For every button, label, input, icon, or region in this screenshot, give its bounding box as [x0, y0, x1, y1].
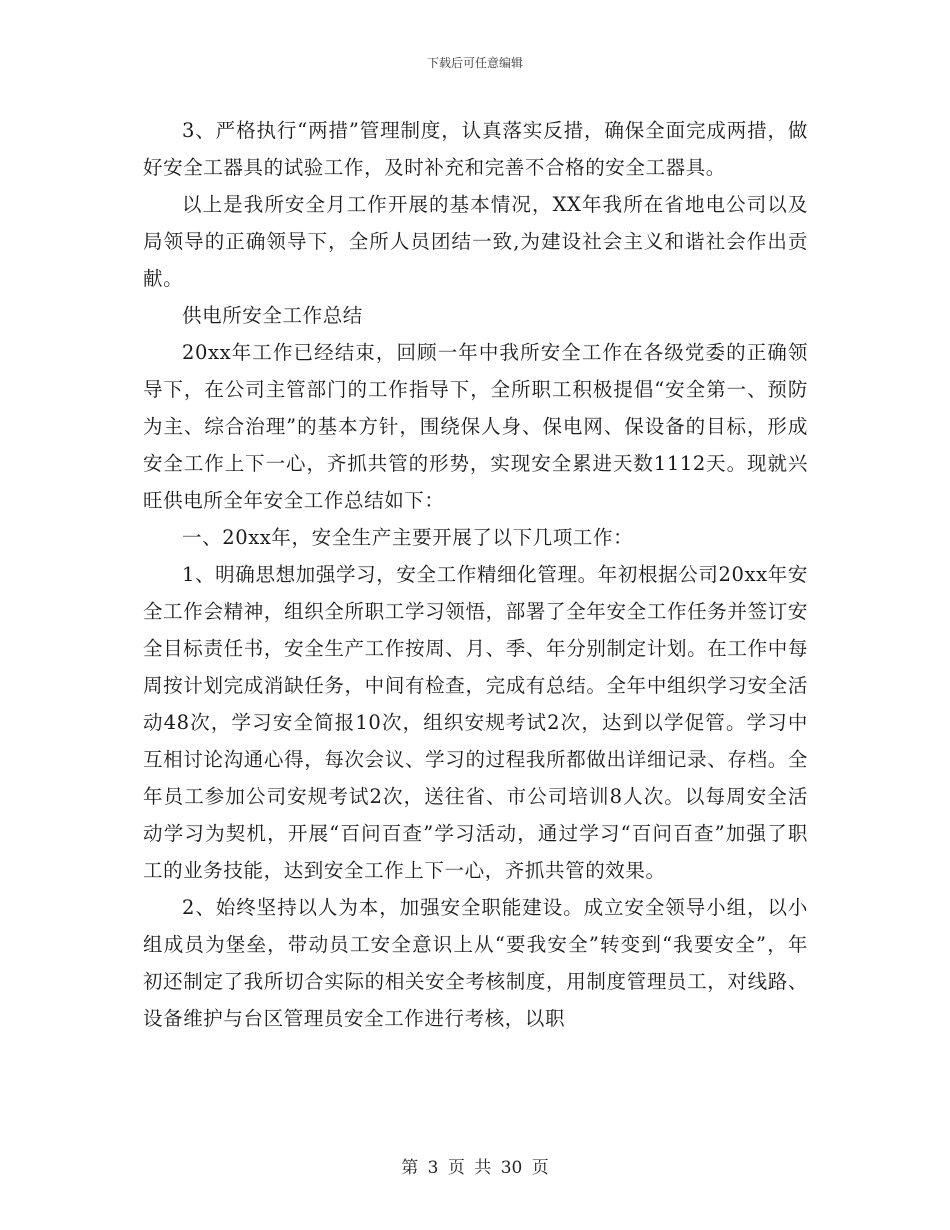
- paragraph-item-3: 3、严格执行“两措”管理制度，认真落实反措，确保全面完成两措，做好安全工器具的试验工作，及时补充和完善不合格的安全工器具。: [143, 119, 808, 179]
- paragraph-item-1: 1、明确思想加强学习，安全工作精细化管理。年初根据公司20xx年安全工作会精神，组织全所职工学习领悟，部署了全年安全工作任务并签订安全目标责任书，安全生产工作按周、月、季、年分别制定计划。在工作中每周按计划完成消缺任务，中间有检查，完成有总结。全年中组织学习安全活动48次，学习安全简报10次，组织安规考试2次，达到以学促管。学习中互相讨论沟通心得，每次会议、学习的过程我所都做出详细记录、存档。全年员工参加公司安规考试2次，送往省、市公司培训8人次。以每周安全活动学习为契机，开展“百问百查”学习活动，通过学习“百问百查”加强了职工的业务技能，达到安全工作上下一心，齐抓共管的效果。: [143, 563, 808, 882]
- paragraph-overview: 20xx年工作已经结束，回顾一年中我所安全工作在各级党委的正确领导下，在公司主管部门的工作指导下，全所职工积极提倡“安全第一、预防为主、综合治理”的基本方针，围绕保人身、保电网、保设备的目标，形成安全工作上下一心，齐抓共管的形势，实现安全累进天数1112天。现就兴旺供电所全年安全工作总结如下：: [143, 341, 808, 512]
- page-number: 第 3 页 共 30 页: [401, 1158, 549, 1178]
- section-title: 供电所安全工作总结: [182, 304, 363, 327]
- page-header-note: 下载后可任意编辑: [426, 56, 523, 70]
- paragraph-summary-intro: 以上是我所安全月工作开展的基本情况，XX年我所在省地电公司以及局领导的正确领导下，全所人员团结一致,为建设社会主义和谐社会作出贡献。: [143, 193, 808, 290]
- paragraph-section-one: 一、20xx年，安全生产主要开展了以下几项工作：: [182, 526, 634, 549]
- paragraph-item-2: 2、始终坚持以人为本，加强安全职能建设。成立安全领导小组，以小组成员为堡垒，带动员工安全意识上从“要我安全”转变到“我要安全”，年初还制定了我所切合实际的相关安全考核制度，用制度管理员工，对线路、设备维护与台区管理员安全工作进行考核，以职: [143, 896, 808, 1030]
- document-body: [143, 112, 808, 1037]
